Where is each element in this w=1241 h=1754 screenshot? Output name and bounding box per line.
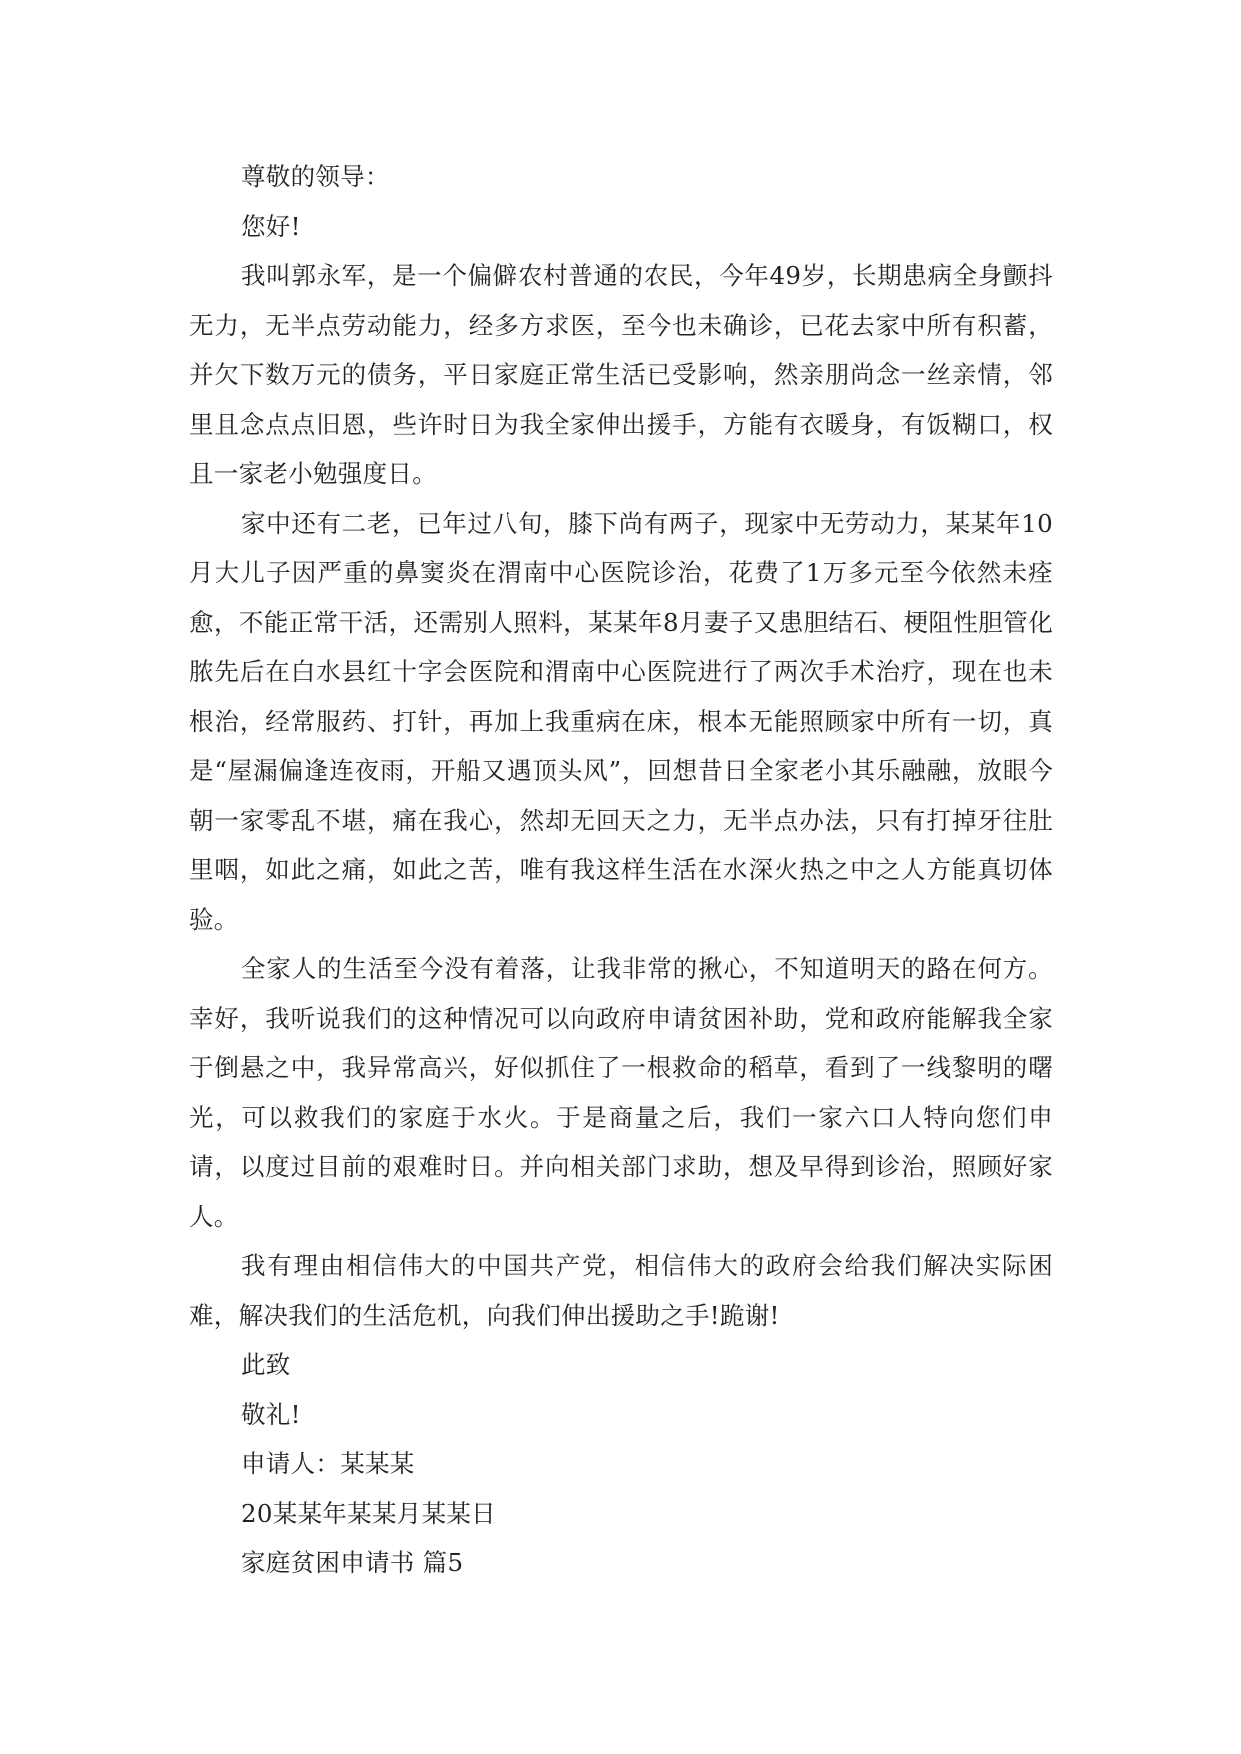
closing-jing-li: 敬礼! <box>241 1399 301 1429</box>
letter-date: 20某某年某某月某某日 <box>241 1498 496 1528</box>
letter-body <box>189 152 1053 1588</box>
paragraph-request: 全家人的生活至今没有着落，让我非常的揪心，不知道明天的路在何方。幸好，我听说我们的这种情况可以向政府申请贫困补助，党和政府能解我全家于倒悬之中，我异常高兴，好似抓住了一根救命的稻草，看到了一线黎明的曙光，可以救我们的家庭于水火。于是商量之后，我们一家六口人特向您们申请，以度过目前的艰难时日。并向相关部门求助，想及早得到诊治，照顾好家人。 <box>189 954 1053 1231</box>
applicant-signature: 申请人：某某某 <box>241 1449 415 1478</box>
paragraph-illness: 我叫郭永军，是一个偏僻农村普通的农民，今年49岁，长期患病全身颤抖无力，无半点劳动能力，经多方求医，至今也未确诊，已花去家中所有积蓄，并欠下数万元的债务，平日家庭正常生活已受影响，然亲朋尚念一丝亲情，邻里且念点点旧恩，些许时日为我全家伸出援手，方能有衣暖身，有饭糊口，权且一家老小勉强度日。 <box>189 261 1053 488</box>
closing-ci-zhi: 此致 <box>241 1350 291 1379</box>
greeting: 您好! <box>241 211 301 241</box>
salutation: 尊敬的领导： <box>241 162 390 191</box>
next-section-heading: 家庭贫困申请书 篇5 <box>241 1548 464 1577</box>
paragraph-trust: 我有理由相信伟大的中国共产党，相信伟大的政府会给我们解决实际困难，解决我们的生活危机，向我们伸出援助之手!跪谢! <box>189 1251 1053 1330</box>
paragraph-family: 家中还有二老，已年过八旬，膝下尚有两子，现家中无劳动力，某某年10月大儿子因严重的鼻窦炎在渭南中心医院诊治，花费了1万多元至今依然未痊愈，不能正常干活，还需别人照料，某某年8月妻子又患胆结石、梗阻性胆管化脓先后在白水县红十字会医院和渭南中心医院进行了两次手术治疗，现在也未根治，经常服药、打针，再加上我重病在床，根本无能照顾家中所有一切，真是“屋漏偏逢连夜雨，开船又遇顶头风”，回想昔日全家老小其乐融融，放眼今朝一家零乱不堪，痛在我心，然却无回天之力，无半点办法，只有打掉牙往肚里咽，如此之痛，如此之苦，唯有我这样生活在水深火热之中之人方能真切体验。 <box>189 508 1053 934</box>
